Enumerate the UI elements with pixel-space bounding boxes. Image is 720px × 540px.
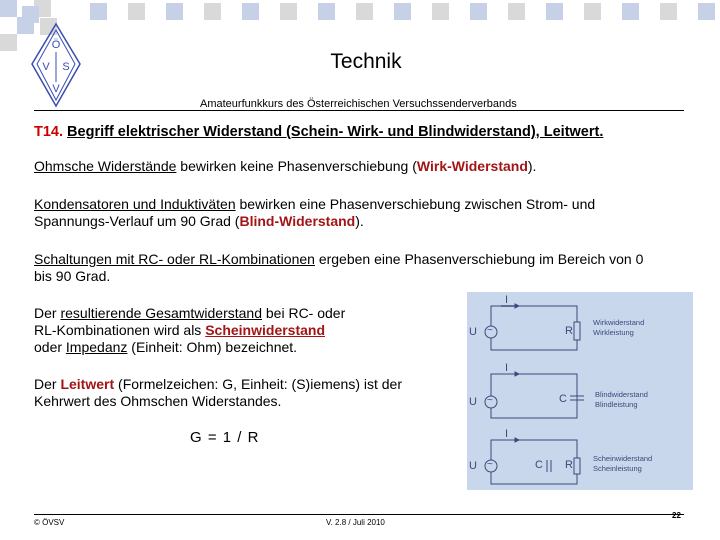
- decor-square: [128, 3, 145, 20]
- p4-text-2: bei RC- oder: [262, 305, 346, 321]
- circuit-lines: [467, 292, 693, 490]
- page-subtitle: Amateurfunkkurs des Österreichischen Versuchssenderverbands: [200, 98, 517, 110]
- row2-component: C: [559, 393, 567, 405]
- decor-square: [660, 3, 677, 20]
- row2-current: I: [505, 362, 509, 374]
- decor-square: [90, 3, 107, 20]
- footer-version: V. 2.8 / Juli 2010: [326, 518, 385, 527]
- p4-text-5: (Einheit: Ohm) bezeichnet.: [127, 339, 298, 355]
- row1-current: I: [505, 294, 509, 306]
- paragraph-impedance: [34, 305, 454, 356]
- decor-square: [622, 3, 639, 20]
- topic-number: T14.: [34, 124, 64, 140]
- decor-square: [242, 3, 259, 20]
- decor-square: [394, 3, 411, 20]
- decor-square: [432, 3, 449, 20]
- logo-letter-2: V: [42, 61, 50, 73]
- p2-highlight: Blind-Widerstand: [239, 213, 356, 229]
- header-decoration: [0, 0, 720, 40]
- decor-square: [204, 3, 221, 20]
- topic-heading: [34, 124, 603, 140]
- decor-square: [584, 3, 601, 20]
- p5-text-1: Der: [34, 376, 61, 392]
- logo-letter-4: V: [52, 83, 60, 95]
- row3-ac-source-icon: ~: [487, 459, 493, 470]
- circuit-diagram: [467, 292, 693, 490]
- p2-text-2: Spannungs-Verlauf um 90 Grad (: [34, 213, 240, 229]
- paragraph-conductance: [34, 376, 454, 410]
- logo-letter-1: Ö: [51, 39, 61, 51]
- row1-ac-source-icon: ~: [487, 325, 493, 336]
- conductance-formula: G = 1 / R: [190, 429, 260, 446]
- p5-text-2: (Formelzeichen: G, Einheit: (S)iemens) ist der: [114, 376, 403, 392]
- topic-title: Begriff elektrischer Widerstand (Schein- Wirk- und Blindwiderstand), Leitwert.: [67, 124, 604, 140]
- decor-square: [508, 3, 525, 20]
- decor-square: [698, 3, 715, 20]
- p1-end: ).: [527, 158, 537, 174]
- decor-square: [22, 6, 39, 23]
- decor-square: [0, 0, 17, 17]
- p1-highlight: Wirk-Widerstand: [416, 158, 528, 174]
- p2-text-1: bewirken eine Phasenverschiebung zwischen Strom- und: [235, 196, 596, 212]
- decor-square: [318, 3, 335, 20]
- row1-component: R: [565, 325, 573, 337]
- p3-text-1: ergeben eine Phasenverschiebung im Bereich von 0: [314, 251, 644, 267]
- row3-current: I: [505, 428, 509, 440]
- decor-square: [0, 34, 17, 51]
- p3-text-2: bis 90 Grad.: [34, 268, 111, 284]
- row3-voltage: U: [469, 460, 477, 472]
- row3-component-2: R: [565, 459, 573, 471]
- row1-voltage: U: [469, 326, 477, 338]
- p4-highlight: Scheinwiderstand: [205, 322, 326, 338]
- footer-divider: [34, 514, 684, 515]
- row1-desc-2: Wirkleistung: [593, 328, 634, 337]
- decor-square: [280, 3, 297, 20]
- p2-term: Kondensatoren und Induktiväten: [34, 196, 236, 212]
- header-divider: [34, 110, 684, 111]
- page-number: 22: [672, 511, 681, 520]
- p4-text-3: RL-Kombinationen wird als: [34, 322, 206, 338]
- footer-copyright: © ÖVSV: [34, 518, 65, 527]
- paragraph-combinations: [34, 251, 694, 285]
- p5-highlight: Leitwert: [60, 376, 115, 392]
- p5-text-3: Kehrwert des Ohmschen Widerstandes.: [34, 393, 282, 409]
- p3-term: Schaltungen mit RC- oder RL-Kombinationen: [34, 251, 315, 267]
- decor-square: [356, 3, 373, 20]
- p4-text-4: oder: [34, 339, 66, 355]
- row3-desc-2: Scheinleistung: [593, 464, 642, 473]
- p4-term-2: Impedanz: [65, 339, 128, 355]
- page-title: Technik: [330, 50, 402, 73]
- decor-square: [470, 3, 487, 20]
- row1-desc-1: Wirkwiderstand: [593, 318, 645, 327]
- decor-square: [546, 3, 563, 20]
- row2-ac-source-icon: ~: [487, 395, 493, 406]
- p4-text-1: Der: [34, 305, 61, 321]
- paragraph-ohmic: [34, 158, 694, 175]
- p1-text: bewirken keine Phasenverschiebung (: [176, 158, 417, 174]
- paragraph-reactive: [34, 196, 694, 230]
- row2-desc-1: Blindwiderstand: [595, 390, 648, 399]
- row3-component-1: C: [535, 459, 543, 471]
- row2-voltage: U: [469, 396, 477, 408]
- p1-term: Ohmsche Widerstände: [34, 158, 177, 174]
- p4-term-1: resultierende Gesamtwiderstand: [60, 305, 262, 321]
- row2-desc-2: Blindleistung: [595, 400, 638, 409]
- logo-letter-3: S: [62, 61, 70, 73]
- p2-end: ).: [355, 213, 364, 229]
- row3-desc-1: Scheinwiderstand: [593, 454, 653, 463]
- decor-square: [166, 3, 183, 20]
